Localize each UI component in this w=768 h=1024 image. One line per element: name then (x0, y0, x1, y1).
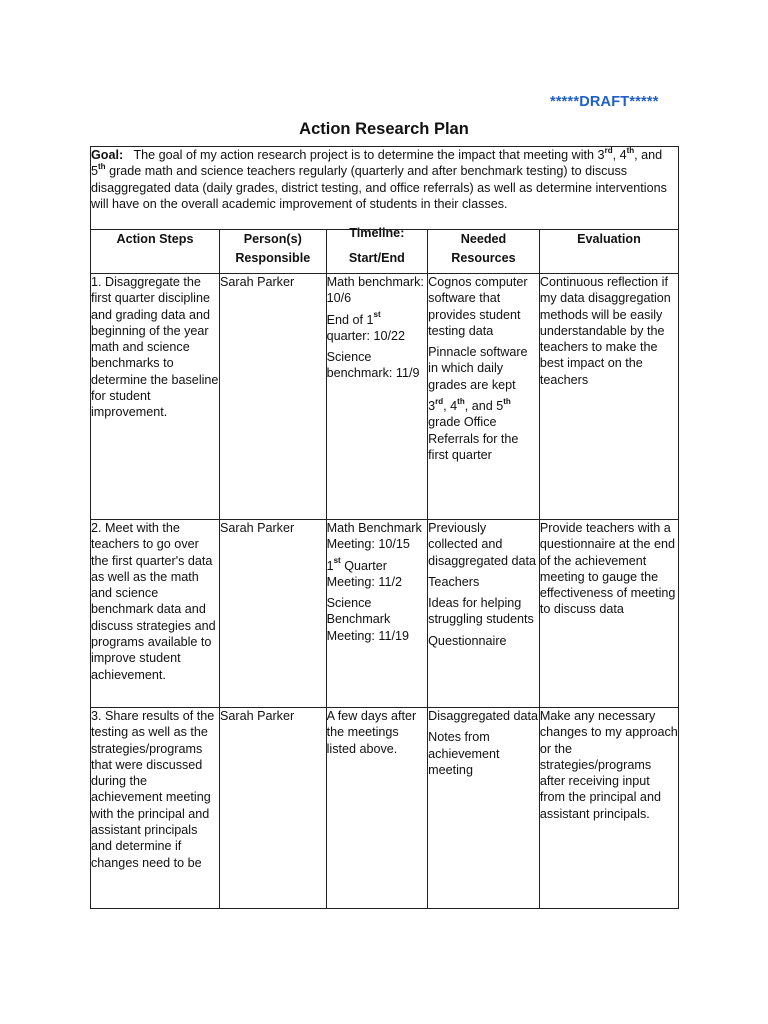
resources-cell (428, 520, 540, 708)
person-text: Sarah Parker (219, 709, 295, 723)
timeline-text: End of 1 (326, 312, 374, 327)
header-timeline (326, 226, 428, 274)
timeline-item: Science Benchmark Meeting: 11/19 (326, 596, 409, 643)
resource-item: Previously collected and disaggregated data (428, 521, 536, 568)
timeline-item (327, 312, 428, 345)
resource-text: , and 5 (464, 399, 504, 414)
evaluation-text: Continuous reflection if my data disaggregation methods will be easily understandable by the teachers to make the best impact on the teachers (539, 275, 671, 387)
timeline-text: Quarter Meeting: 11/2 (326, 558, 402, 589)
action-step-cell (91, 708, 220, 909)
resource-item: Disaggregated data (428, 709, 539, 723)
header-evaluation (539, 230, 678, 274)
header-evaluation-label: Evaluation (577, 232, 641, 246)
header-action-steps (91, 230, 220, 274)
person-text: Sarah Parker (219, 275, 295, 289)
evaluation-text: Make any necessary changes to my approach or the strategies/programs after receiving input from the principal and assistant principals. (539, 709, 678, 821)
header-row (91, 230, 679, 274)
goal-text-2: , 4 (612, 148, 627, 162)
table-row (91, 520, 679, 708)
evaluation-cell (539, 520, 678, 708)
header-action-steps-label: Action Steps (116, 232, 194, 246)
goal-row (91, 147, 679, 230)
timeline-item: A few days after the meetings listed above. (326, 709, 417, 756)
header-persons-line2: Responsible (235, 250, 311, 265)
timeline-sup: st (373, 310, 381, 320)
resource-item: Pinnacle software in which daily grades are kept (428, 345, 528, 392)
evaluation-text: Provide teachers with a questionnaire at the end of the achievement meeting to gauge the effectiveness of meeting to discuss data (539, 521, 676, 617)
timeline-item: Math Benchmark Meeting: 10/15 (326, 521, 422, 552)
table-row (91, 708, 679, 909)
resource-sup: rd (435, 396, 444, 406)
action-step-cell (91, 520, 220, 708)
resource-text: 3 (428, 399, 436, 414)
person-text: Sarah Parker (219, 521, 295, 535)
timeline-cell (326, 274, 428, 520)
resource-text: , 4 (443, 399, 458, 414)
goal-text-1: The goal of my action research project is to determine the impact that meeting with 3 (133, 148, 605, 162)
action-step-text: 3. Share results of the testing as well as the strategies/programs that were discussed during the achievement meeting with the principal and assistant principals and determine if changes need to be (91, 709, 215, 870)
goal-sup-1: rd (604, 145, 613, 155)
action-step-text: 2. Meet with the teachers to go over the first quarter's data as well as the math and science benchmark data and discuss strategies and programs available to improve student achievement. (91, 521, 216, 682)
evaluation-cell (539, 708, 678, 909)
goal-text-4: grade math and science teachers regularly (quarterly and after benchmark testing) to discuss disaggregated data (daily grades, district testing, and office referrals) as well as determine interventions will have on the overall academic improvement of students in their classes. (91, 164, 667, 211)
evaluation-cell (539, 274, 678, 520)
person-cell (219, 274, 326, 520)
action-plan-table (90, 146, 679, 909)
action-step-cell (91, 274, 220, 520)
timeline-item: Math benchmark: 10/6 (326, 275, 424, 306)
header-timeline-line2: Start/End (348, 250, 405, 265)
resource-item (428, 398, 539, 463)
timeline-item: Science benchmark: 11/9 (326, 350, 420, 381)
table-row (91, 274, 679, 520)
header-resources (428, 230, 540, 274)
header-persons (219, 230, 326, 274)
header-persons-line1: Person(s) (243, 232, 302, 246)
timeline-text: 1 (326, 558, 334, 573)
resource-item: Notes from achievement meeting (428, 730, 500, 777)
resources-cell (428, 708, 540, 909)
resource-item: Teachers (428, 574, 480, 589)
timeline-sup: st (333, 556, 341, 566)
goal-text-3: , and 5 (91, 148, 663, 179)
goal-sup-3: th (98, 162, 106, 172)
person-cell (219, 520, 326, 708)
header-resources-line1: Needed (460, 232, 507, 246)
resource-sup: th (503, 396, 511, 406)
goal-label: Goal: (91, 148, 124, 162)
person-cell (219, 708, 326, 909)
goal-sup-2: th (626, 145, 635, 155)
timeline-cell (326, 520, 428, 708)
goal-cell (91, 147, 679, 230)
draft-label: *****DRAFT***** (550, 94, 659, 110)
resource-text: grade Office Referrals for the first quarter (428, 415, 519, 462)
action-step-text: 1. Disaggregate the first quarter discipline and grading data and beginning of the year math and science benchmarks to determine the baseline for student improvement. (91, 275, 219, 420)
timeline-item (327, 558, 428, 591)
header-resources-line2: Resources (451, 250, 516, 265)
resource-item: Ideas for helping struggling students (428, 596, 534, 627)
resource-item: Cognos computer software that provides student testing data (428, 275, 528, 338)
resources-cell (428, 274, 540, 520)
timeline-text: quarter: 10/22 (326, 328, 406, 343)
page-title: Action Research Plan (299, 120, 469, 138)
resource-item: Questionnaire (428, 633, 507, 648)
header-timeline-line1: Timeline: (349, 226, 405, 240)
timeline-cell (326, 708, 428, 909)
resource-sup: th (457, 396, 465, 406)
